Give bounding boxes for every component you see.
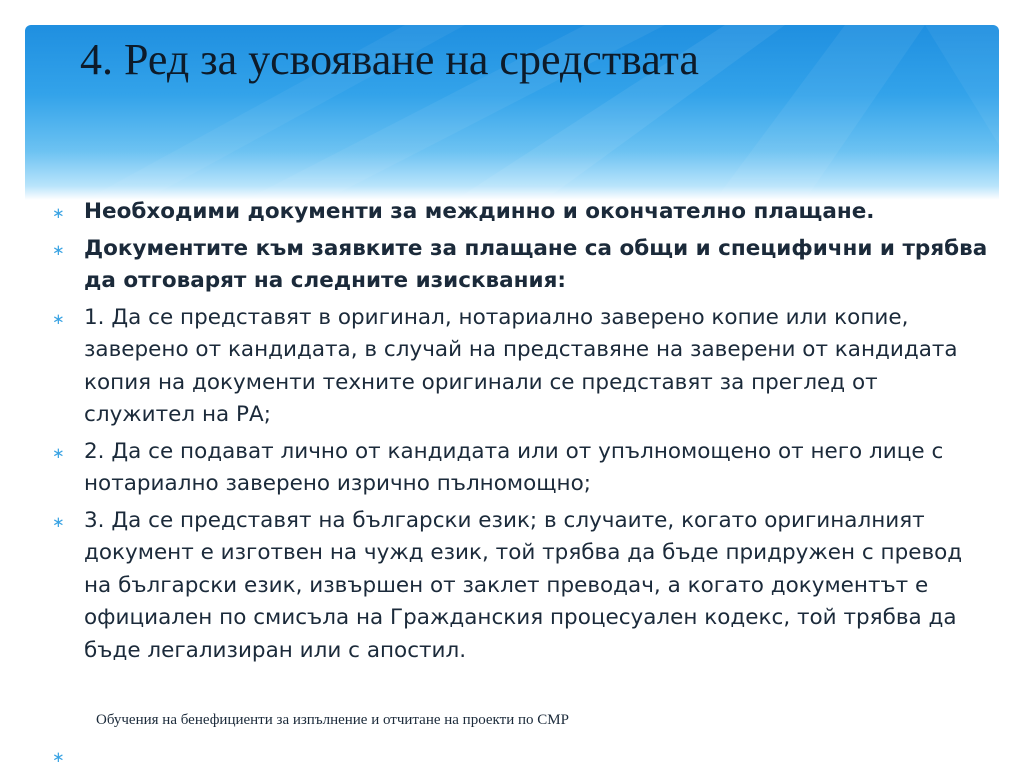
list-item <box>52 302 992 432</box>
empty-bullet-icon: ∗ <box>52 748 65 766</box>
slide-title: 4. Ред за усвояване на средствата <box>80 35 699 84</box>
list-item-text: Документите към заявките за плащане са общи и специфични и трябва да отговарят на следните изисквания: <box>84 235 988 293</box>
content-list <box>52 196 992 671</box>
list-item-text: 2. Да се подават лично от кандидата или от упълномощено от него лице с нотариално заверено изрично пълномощно; <box>84 438 944 496</box>
slide-footer: Обучения на бенефициенти за изпълнение и отчитане на проекти по СМР <box>96 712 569 728</box>
list-item <box>52 436 992 501</box>
list-item-text: 1. Да се представят в оригинал, нотариално заверено копие или копие, заверено от кандидата, в случай на представяне на заверени от кандидата копия на документи техните оригинали се представят за преглед от служител на РА; <box>84 304 958 427</box>
list-item-text: 3. Да се представят на български език; в случаите, когато оригиналният документ е изготвен на чужд език, той трябва да бъде придружен с превод на български език, извършен от заклет преводач, а когато документът е официален по смисъла на Гражданския процесуален кодекс, той трябва да бъде легализиран или с апостил. <box>84 507 963 663</box>
bullet-icon: ∗ <box>52 204 65 222</box>
bullet-icon: ∗ <box>52 240 65 259</box>
bullet-icon: ∗ <box>52 443 65 462</box>
list-item <box>52 196 992 229</box>
bullet-icon: ∗ <box>52 309 65 328</box>
list-item-text: Необходими документи за междинно и окончателно плащане. <box>84 199 875 224</box>
list-item <box>52 233 992 298</box>
bullet-icon: ∗ <box>52 512 65 531</box>
list-item <box>52 505 992 668</box>
